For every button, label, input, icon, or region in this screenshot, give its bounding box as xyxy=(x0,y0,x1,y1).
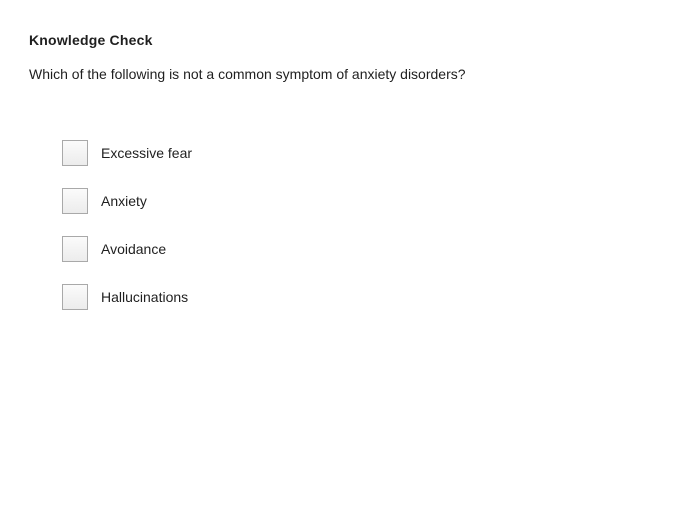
answer-option-label: Anxiety xyxy=(101,193,147,209)
answer-option-hallucinations[interactable] xyxy=(62,283,662,311)
answer-option-anxiety[interactable] xyxy=(62,187,662,215)
page-title: Knowledge Check xyxy=(29,32,153,48)
answer-option-label: Hallucinations xyxy=(101,289,189,305)
checkbox[interactable] xyxy=(62,284,88,310)
answer-option-label: Excessive fear xyxy=(101,145,193,161)
checkbox[interactable] xyxy=(62,188,88,214)
question-text: Which of the following is not a common symptom of anxiety disorders? xyxy=(29,66,466,82)
checkbox[interactable] xyxy=(62,140,88,166)
answer-option-avoidance[interactable] xyxy=(62,235,662,263)
answer-option-label: Avoidance xyxy=(101,241,167,257)
checkbox[interactable] xyxy=(62,236,88,262)
answer-option-excessive-fear[interactable] xyxy=(62,139,662,167)
answer-options xyxy=(62,139,662,331)
